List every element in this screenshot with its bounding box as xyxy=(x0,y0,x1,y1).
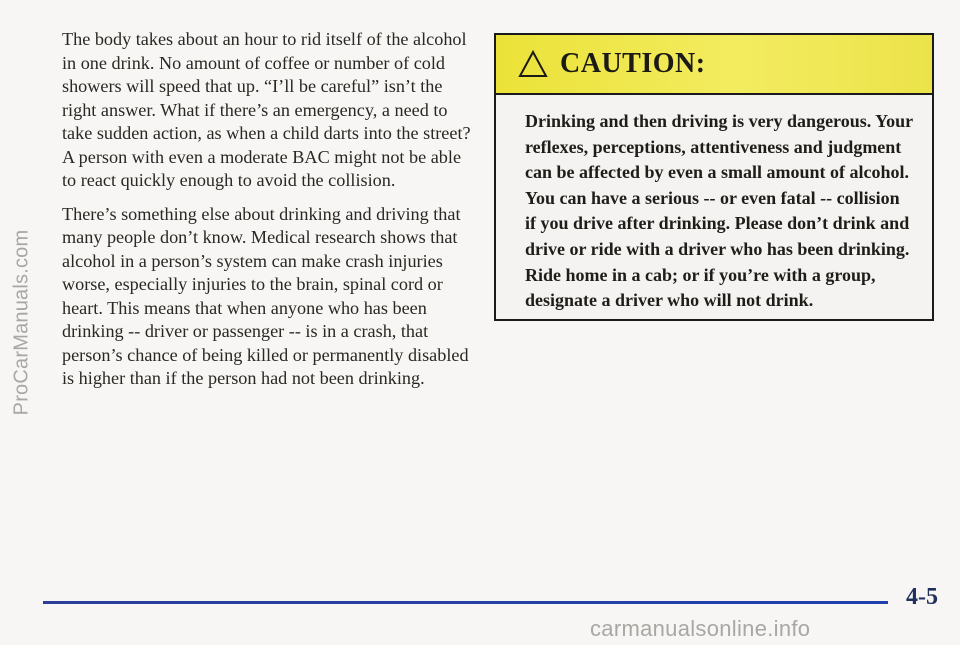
body-paragraph-1: The body takes about an hour to rid itself of the alcohol in one drink. No amount of coffee or number of cold showers will speed that up. “I’ll be careful” isn’t the right answer. What if there’s an emergency, a need to take sudden action, as when a child darts into the street? A person with even a moderate BAC might not be able to react quickly enough to avoid the collision. xyxy=(62,29,471,190)
bottom-watermark: carmanualsonline.info xyxy=(590,616,811,641)
footer-rule xyxy=(43,601,888,604)
side-watermark xyxy=(2,0,42,645)
side-watermark-text: ProCarManuals.com xyxy=(10,229,33,416)
caution-header xyxy=(496,35,932,95)
page-number: 4-5 xyxy=(906,584,938,610)
body-text-column xyxy=(62,28,477,401)
body-paragraph-2: There’s something else about drinking and driving that many people don’t know. Medical research shows that alcohol in a person’s system can make crash injuries worse, especially injuries to the brain, spinal cord or heart. This means that when anyone who has been drinking -- driver or passenger -- is in a crash, that person’s chance of being killed or permanently disabled is higher than if the person had not been drinking. xyxy=(62,203,469,388)
warning-triangle-icon xyxy=(518,50,548,78)
caution-box xyxy=(494,33,934,321)
caution-text: Drinking and then driving is very dangerous. Your reflexes, perceptions, attentiveness and judgment can be affected by even a small amount of alcohol. You can have a serious -- or even fatal -- collision if you drive after drinking. Please don’t drink and drive or ride with a driver who has been drinking. Ride home in a cab; or if you’re with a group, designate a driver who will not drink. xyxy=(525,111,913,311)
caution-title: CAUTION: xyxy=(560,48,706,79)
